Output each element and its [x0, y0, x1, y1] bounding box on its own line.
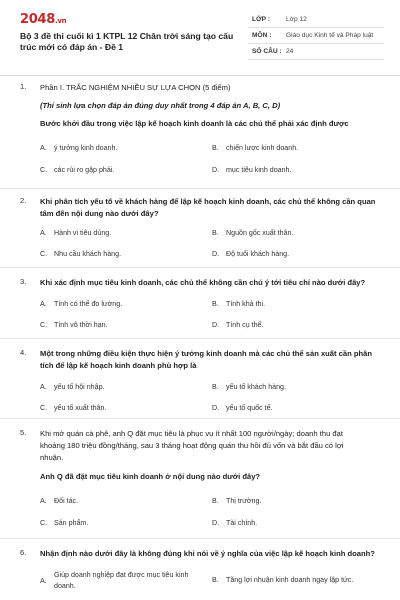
option-letter: A.: [40, 144, 47, 152]
option-letter: B.: [212, 497, 219, 505]
option-letter: A.: [40, 300, 47, 308]
question-stem: Nhận định nào dưới đây là không đúng khi nói về ý nghĩa của việc lập kế hoạch kinh doanh?: [40, 549, 375, 558]
option-text: yếu tố quốc tế.: [226, 404, 273, 412]
meta-row-subject: [248, 28, 384, 44]
question-3: [0, 267, 400, 338]
meta-key: LỚP :: [252, 16, 270, 23]
option-text: Hành vi tiêu dùng.: [54, 229, 112, 237]
option-letter: B.: [212, 229, 219, 237]
option-text: Độ tuổi khách hàng.: [226, 250, 290, 258]
question-context-line-2: khoảng 180 triệu đồng/tháng, sau 3 tháng hoạt động quán thu hồi đủ vốn và bắt đầu có lợi: [40, 441, 344, 450]
option-text-line-2: doanh.: [54, 582, 76, 590]
option-text: Tính khả thi.: [226, 300, 266, 308]
option-text: ý tưởng kinh doanh.: [54, 144, 118, 152]
question-number: 4.: [20, 348, 27, 357]
option-letter: D.: [212, 166, 220, 174]
question-5: [0, 418, 400, 538]
document-header: [0, 0, 400, 76]
question-4: [0, 338, 400, 418]
meta-key: SỐ CÂU :: [252, 48, 282, 55]
option-letter: B.: [212, 576, 219, 584]
question-2: [0, 188, 400, 267]
option-text: Tài chính.: [226, 519, 258, 527]
meta-row-count: [248, 44, 384, 60]
question-1: [0, 76, 400, 188]
option-letter: C.: [40, 404, 48, 412]
option-letter: D.: [212, 404, 220, 412]
option-text: Nguồn gốc xuất thân.: [226, 229, 294, 237]
option-letter: C.: [40, 250, 48, 258]
option-letter: B.: [212, 383, 219, 391]
option-letter: D.: [212, 250, 220, 258]
option-text: Nhu cầu khách hàng.: [54, 250, 122, 258]
question-stem-line-1: Một trong những điều kiện thực hiện ý tưởng kinh doanh mà các chủ thể sản xuất cần phân: [40, 349, 373, 358]
option-text: Thị trường.: [226, 497, 262, 505]
option-letter: A.: [40, 577, 47, 585]
option-letter: D.: [212, 519, 220, 527]
option-text: Tăng lợi nhuận kinh doanh ngay lập tức.: [226, 576, 354, 584]
option-letter: C.: [40, 321, 48, 329]
option-text: yếu tố xuất thân.: [54, 404, 107, 412]
question-context-line-1: Khi mở quán cà phê, anh Q đặt mục tiêu là phục vụ ít nhất 100 người/ngày; doanh thu đạt: [40, 429, 343, 438]
option-letter: B.: [212, 144, 219, 152]
site-logo[interactable]: [20, 12, 66, 27]
question-stem-line-1: Khi phân tích yếu tố về khách hàng để lập kế hoạch kinh doanh, các chủ thể không cần quan: [40, 197, 376, 206]
option-text: Đối tác.: [54, 497, 79, 505]
option-letter: C.: [40, 519, 48, 527]
option-text: yếu tố hội nhập.: [54, 383, 105, 391]
option-text: các rủi ro gặp phải.: [54, 166, 115, 174]
meta-value: 24: [286, 48, 294, 55]
meta-value: Lớp 12: [286, 16, 307, 23]
meta-value: Giáo dục Kinh tế và Pháp luật: [286, 32, 374, 39]
question-number: 2.: [20, 196, 27, 205]
option-letter: D.: [212, 321, 220, 329]
question-number: 5.: [20, 428, 27, 437]
question-stem: Anh Q đã đặt mục tiêu kinh doanh ở nội dung nào dưới đây?: [40, 472, 261, 481]
option-text: Tính cụ thể.: [226, 321, 264, 329]
meta-row-class: [248, 12, 384, 28]
section-title: Phần I. TRẮC NGHIỆM NHIỀU SỰ LỰA CHỌN (5 điểm): [40, 83, 231, 92]
question-stem: Bước khởi đầu trong việc lập kế hoạch kinh doanh là các chủ thể phải xác định được: [40, 119, 349, 128]
question-stem-line-2: tích để lập kế hoạch kinh doanh phù hợp là: [40, 361, 197, 370]
logo-main: 2048: [20, 12, 55, 27]
option-letter: A.: [40, 383, 47, 391]
question-6: [0, 538, 400, 600]
option-text: mục tiêu kinh doanh.: [226, 166, 292, 174]
option-text: yếu tố khách hàng.: [226, 383, 286, 391]
option-text: chiến lược kinh doanh.: [226, 144, 299, 152]
question-number: 6.: [20, 548, 27, 557]
question-stem: Khi xác định mục tiêu kinh doanh, các chủ thể không cần chú ý tới tiêu chí nào dưới đây?: [40, 278, 366, 287]
meta-key: MÔN :: [252, 32, 272, 39]
option-text-line-1: Giúp doanh nghiệp đạt được mục tiêu kinh: [54, 571, 189, 579]
option-letter: A.: [40, 229, 47, 237]
option-text: Sản phẩm.: [54, 519, 89, 527]
option-letter: C.: [40, 166, 48, 174]
option-text: Tính có thể đo lường.: [54, 300, 123, 308]
page-title: Bộ 3 đề thi cuối kì 1 KTPL 12 Chân trời sáng tạo cấu trúc mới có đáp án - Đề 1: [20, 31, 234, 52]
option-text: Tính vô thời hạn.: [54, 321, 108, 329]
question-number: 3.: [20, 277, 27, 286]
section-instruction: (Thí sinh lựa chọn đáp án đúng duy nhất trong 4 đáp án A, B, C, D): [40, 101, 281, 110]
question-number: 1.: [20, 82, 27, 91]
question-context-line-3: nhuận.: [40, 453, 64, 462]
option-letter: A.: [40, 497, 47, 505]
question-stem-line-2: tâm đến nội dung nào dưới đây?: [40, 209, 159, 218]
option-letter: B.: [212, 300, 219, 308]
meta-table: [248, 12, 384, 60]
logo-suffix: .vn: [54, 17, 67, 25]
